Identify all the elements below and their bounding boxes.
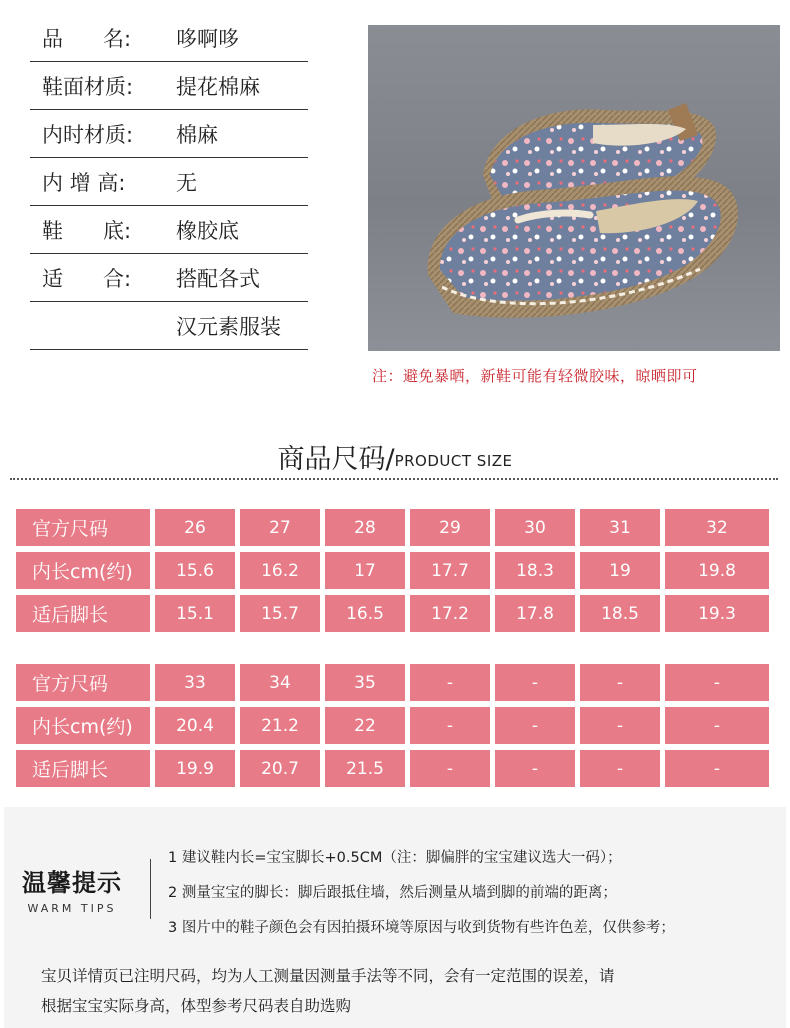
table-cell: - (495, 750, 575, 787)
spec-key: 鞋 底: (42, 218, 132, 243)
size-title-cn: 商品尺码/ (277, 444, 395, 475)
spec-row-suitable (30, 254, 308, 302)
spec-row-suitable-cont (30, 302, 308, 350)
table-row (16, 552, 769, 589)
tips-title-cn: 温馨提示 (22, 869, 122, 897)
table-cell: 19 (580, 552, 660, 589)
table-cell: 32 (665, 509, 769, 546)
table-cell: 34 (240, 664, 320, 701)
table-row (16, 664, 769, 701)
table-cell: 19.9 (155, 750, 235, 787)
table-cell: 20.7 (240, 750, 320, 787)
spec-row-upper-material (30, 62, 308, 110)
table-row (16, 750, 769, 787)
table-cell: - (580, 750, 660, 787)
table-cell: 19.8 (665, 552, 769, 589)
size-title-en: PRODUCT SIZE (394, 452, 513, 470)
table-cell: - (410, 664, 490, 701)
table-cell: - (665, 664, 769, 701)
table-cell: - (410, 750, 490, 787)
table-cell: 19.3 (665, 595, 769, 632)
spec-key: 适 合: (42, 266, 132, 291)
size-table-2 (16, 664, 769, 793)
spec-key: 内 增 高: (42, 170, 126, 195)
size-section-title (0, 437, 790, 476)
table-cell: - (495, 664, 575, 701)
table-cell: - (410, 707, 490, 744)
table-cell: 17.7 (410, 552, 490, 589)
tips-title (10, 863, 134, 915)
tip-item: 1 建议鞋内长=宝宝脚长+0.5CM（注：脚偏胖的宝宝建议选大一码）； (168, 850, 622, 866)
table-cell: 18.5 (580, 595, 660, 632)
row-header: 内长cm(约) (16, 552, 150, 589)
table-cell: 15.1 (155, 595, 235, 632)
table-row (16, 509, 769, 546)
table-cell: - (665, 707, 769, 744)
spec-value: 哆啊哆 (176, 26, 239, 51)
tips-list (168, 847, 675, 952)
warm-tips-panel (4, 807, 786, 1028)
tip-item: 3 图片中的鞋子颜色会有因拍摄环境等原因与收到货物有些许色差，仅供参考； (168, 920, 675, 936)
tips-footer-line: 宝贝详情页已注明尺码，均为人工测量因测量手法等不同，会有一定范围的误差，请 (41, 967, 615, 985)
size-table-1 (16, 509, 769, 638)
table-cell: - (580, 664, 660, 701)
row-header: 官方尺码 (16, 509, 150, 546)
table-cell: 28 (325, 509, 405, 546)
row-header: 官方尺码 (16, 664, 150, 701)
spec-value: 汉元素服装 (176, 314, 281, 339)
spec-row-name (30, 14, 308, 62)
care-note: 注：避免暴晒，新鞋可能有轻微胶味，晾晒即可 (372, 367, 698, 385)
product-photo (368, 25, 780, 351)
dotted-divider (10, 478, 778, 480)
table-cell: 27 (240, 509, 320, 546)
table-cell: - (495, 707, 575, 744)
spec-value: 搭配各式 (176, 266, 260, 291)
table-cell: 26 (155, 509, 235, 546)
spec-key: 内时材质: (42, 122, 134, 147)
tip-item: 2 测量宝宝的脚长：脚后跟抵住墙，然后测量从墙到脚的前端的距离； (168, 885, 617, 901)
spec-list (30, 14, 308, 350)
spec-value: 提花棉麻 (176, 74, 260, 99)
table-cell: 15.7 (240, 595, 320, 632)
table-cell: 18.3 (495, 552, 575, 589)
spec-key: 品 名: (42, 26, 132, 51)
table-cell: 31 (580, 509, 660, 546)
tips-title-en: WARM TIPS (27, 902, 117, 915)
table-cell: 21.5 (325, 750, 405, 787)
spec-key: 鞋面材质: (42, 74, 134, 99)
spec-row-sole (30, 206, 308, 254)
table-cell: 16.2 (240, 552, 320, 589)
spec-row-insole-lift (30, 158, 308, 206)
tips-footer-line: 根据宝宝实际身高，体型参考尺码表自助选购 (41, 997, 352, 1015)
row-header: 内长cm(约) (16, 707, 150, 744)
table-cell: 17.2 (410, 595, 490, 632)
table-cell: 35 (325, 664, 405, 701)
table-row (16, 595, 769, 632)
table-cell: 15.6 (155, 552, 235, 589)
table-cell: 30 (495, 509, 575, 546)
table-cell: 22 (325, 707, 405, 744)
tips-footer (41, 961, 615, 1021)
row-header: 适后脚长 (16, 595, 150, 632)
tips-divider (150, 859, 151, 919)
table-cell: - (580, 707, 660, 744)
shoe-front (428, 176, 738, 317)
table-cell: 33 (155, 664, 235, 701)
spec-value: 无 (176, 170, 197, 195)
spec-value: 橡胶底 (176, 218, 239, 243)
table-cell: 17 (325, 552, 405, 589)
table-cell: 29 (410, 509, 490, 546)
table-cell: 20.4 (155, 707, 235, 744)
row-header: 适后脚长 (16, 750, 150, 787)
table-cell: 21.2 (240, 707, 320, 744)
spec-value: 棉麻 (176, 122, 218, 147)
table-cell: 17.8 (495, 595, 575, 632)
table-row (16, 707, 769, 744)
spec-row-lining-material (30, 110, 308, 158)
table-cell: - (665, 750, 769, 787)
table-cell: 16.5 (325, 595, 405, 632)
